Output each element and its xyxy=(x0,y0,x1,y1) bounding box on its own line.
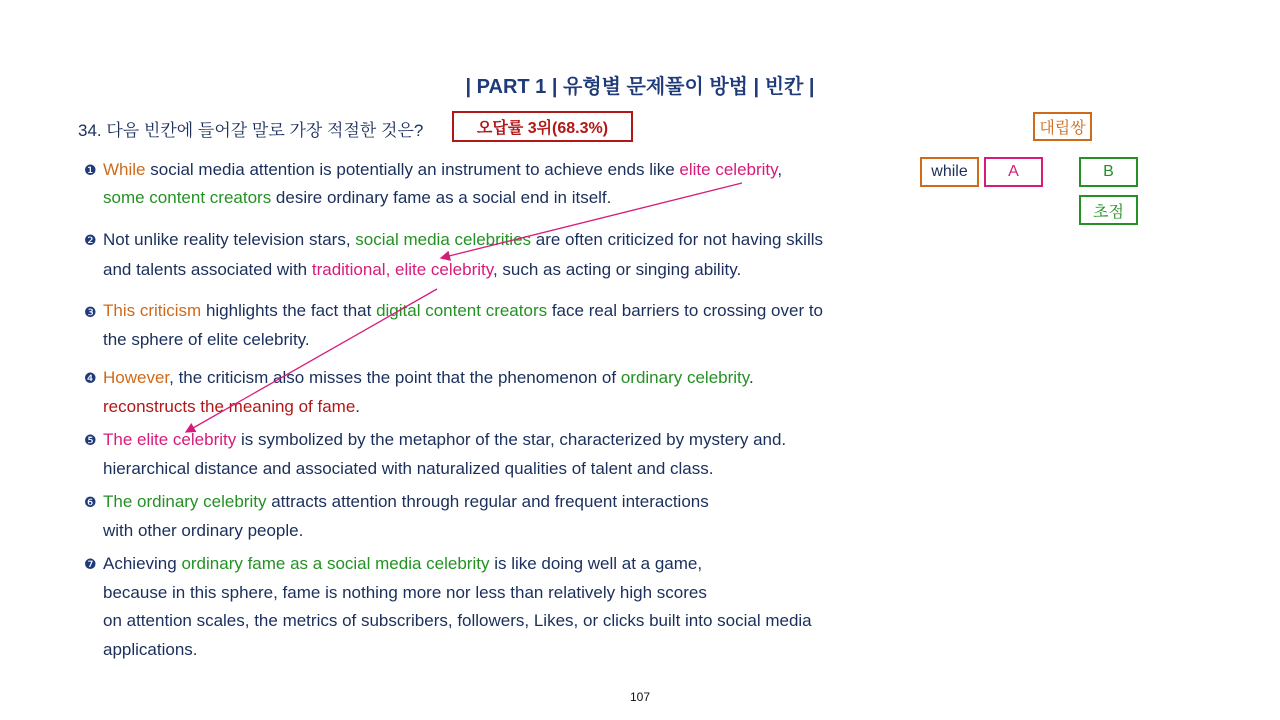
text-span: Achieving xyxy=(103,554,182,573)
the-elite-celebrity-highlight: The elite celebrity xyxy=(103,430,237,449)
content-creators-highlight: some content creators xyxy=(103,188,272,207)
text-span: , xyxy=(777,160,783,179)
text-span: . xyxy=(749,368,754,387)
elite-celebrity-highlight: elite celebrity xyxy=(679,160,778,179)
text-span: social media attention is potentially an instrument to achieve ends like xyxy=(145,160,680,179)
sentence-3-number: ❸ xyxy=(84,304,97,320)
legend-a: A xyxy=(984,157,1043,187)
page-number: 107 xyxy=(629,690,651,704)
text-span: attracts attention through regular and frequent interactions xyxy=(266,492,709,511)
traditional-elite-highlight: traditional, elite celebrity xyxy=(311,260,493,279)
text-span: face real barriers to crossing over to xyxy=(547,301,824,320)
social-media-celebrities-highlight: social media celebrities xyxy=(355,230,532,249)
this-criticism-highlight: This criticism xyxy=(103,301,202,320)
ordinary-fame-highlight: ordinary fame as a social media celebrity xyxy=(181,554,490,573)
text-span: Not unlike reality television stars, xyxy=(103,230,356,249)
the-ordinary-celebrity-highlight: The ordinary celebrity xyxy=(103,492,267,511)
arrow-traditional-to-elite xyxy=(186,289,437,432)
sentence-7-number: ❼ xyxy=(84,556,97,572)
text-span: on attention scales, the metrics of subscribers, followers, Likes, or clicks built into social media xyxy=(103,611,812,630)
legend-focus: 초점 xyxy=(1079,195,1138,225)
sentence-1-number: ❶ xyxy=(84,162,97,178)
sentence-5-number: ❺ xyxy=(84,432,97,448)
however-highlight: However xyxy=(103,368,170,387)
text-span: with other ordinary people. xyxy=(103,521,304,540)
sentence-6-number: ❻ xyxy=(84,494,97,510)
digital-creators-highlight: digital content creators xyxy=(376,301,548,320)
text-span: . xyxy=(355,397,361,416)
while-highlight: While xyxy=(103,160,146,179)
legend-b: B xyxy=(1079,157,1138,187)
text-span: applications. xyxy=(103,640,198,659)
text-span: hierarchical distance and associated with naturalized qualities of talent and class. xyxy=(103,459,714,478)
question-text: 34. 다음 빈칸에 들어갈 말로 가장 적절한 것은? xyxy=(78,121,424,140)
ordinary-celebrity-highlight: ordinary celebrity xyxy=(620,368,750,387)
text-span: because in this sphere, fame is nothing more nor less than relatively high scores xyxy=(103,583,707,602)
sentence-2-number: ❷ xyxy=(84,232,97,248)
text-span: , such as acting or singing ability. xyxy=(492,260,742,279)
text-span: , the criticism also misses the point that the phenomenon of xyxy=(169,368,621,387)
contrast-pair-label: 대립쌍 xyxy=(1033,112,1092,141)
text-span: is symbolized by the metaphor of the star, characterized by mystery and. xyxy=(236,430,787,449)
text-span: and talents associated with xyxy=(103,260,312,279)
text-span: highlights the fact that xyxy=(201,301,377,320)
text-span: is like doing well at a game, xyxy=(489,554,703,573)
sentence-4-number: ❹ xyxy=(84,370,97,386)
arrow-elite-to-traditional xyxy=(441,183,742,258)
blank-answer-highlight: reconstructs the meaning of fame xyxy=(103,397,356,416)
text-span: the sphere of elite celebrity. xyxy=(103,330,310,349)
text-span: desire ordinary fame as a social end in itself. xyxy=(271,188,612,207)
error-rate-badge: 오답률 3위(68.3%) xyxy=(452,111,633,142)
text-span: are often criticized for not having skills xyxy=(531,230,823,249)
page-title: | PART 1 | 유형별 문제풀이 방법 | 빈칸 | xyxy=(465,76,815,98)
legend-while: while xyxy=(920,157,979,187)
